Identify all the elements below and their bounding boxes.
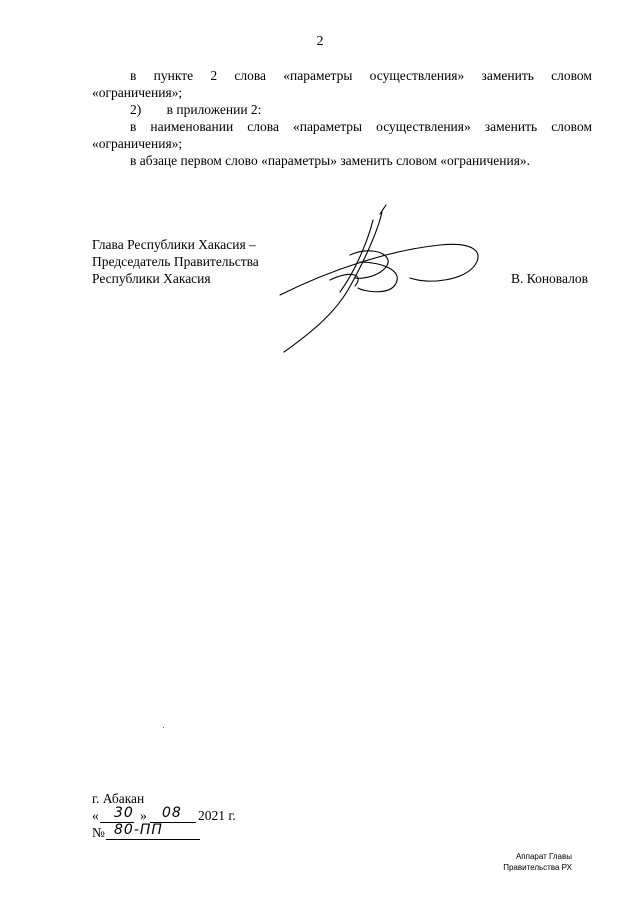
city: г. Абакан bbox=[92, 791, 145, 806]
number-label: № bbox=[92, 825, 105, 840]
paragraph-1-line-1 bbox=[92, 67, 592, 84]
date-open-quote: « bbox=[92, 808, 99, 823]
list-item-text: в приложении 2: bbox=[166, 102, 262, 117]
word: заменить bbox=[481, 68, 534, 83]
position-line-1: Глава Республики Хакасия – bbox=[92, 237, 256, 252]
word: словом bbox=[551, 119, 592, 134]
document-number-line bbox=[92, 824, 212, 842]
word: 2 bbox=[210, 68, 218, 83]
signature-stroke bbox=[340, 220, 373, 292]
word: осуществления» bbox=[369, 68, 465, 83]
signatory-position bbox=[92, 236, 259, 287]
word: слова bbox=[247, 119, 279, 134]
word: пункте bbox=[153, 68, 194, 83]
date-close-quote: » bbox=[140, 808, 147, 823]
signatory-name: В. Коновалов bbox=[511, 271, 588, 286]
stamp-line-2: Правительства РХ bbox=[503, 863, 572, 872]
paragraph-1 bbox=[92, 67, 592, 101]
date-month: 08 bbox=[162, 805, 182, 821]
document-number: 80-ПП bbox=[114, 822, 163, 838]
page-number: 2 bbox=[316, 34, 324, 49]
registration-stamp bbox=[500, 851, 572, 873]
word: слова bbox=[234, 68, 267, 83]
stamp-line-1: Аппарат Главы bbox=[515, 852, 572, 861]
word: «параметры bbox=[283, 68, 353, 83]
word: «параметры bbox=[292, 119, 363, 134]
handwritten-signature bbox=[270, 200, 500, 360]
word: заменить bbox=[484, 119, 538, 134]
word: словом bbox=[551, 68, 592, 83]
date-day: 30 bbox=[114, 805, 134, 821]
position-line-3: Республики Хакасия bbox=[92, 271, 211, 286]
paragraph-3 bbox=[92, 118, 592, 152]
paragraph-3-line-2: «ограничения»; bbox=[92, 136, 183, 151]
word: наименовании bbox=[150, 119, 234, 134]
list-item-number: 2) bbox=[130, 102, 142, 117]
list-item-2 bbox=[130, 101, 261, 118]
word: в bbox=[130, 119, 137, 134]
paragraph-1-line-2: «ограничения»; bbox=[92, 85, 183, 100]
paragraph-3-line-1 bbox=[92, 118, 592, 135]
document-number-underline bbox=[106, 839, 200, 840]
signature-stroke bbox=[358, 262, 397, 292]
paragraph-4: в абзаце первом слово «параметры» заменить словом «ограничения». bbox=[130, 153, 531, 168]
date-year: 2021 г. bbox=[198, 808, 236, 823]
word: в bbox=[130, 68, 137, 83]
signature-stroke bbox=[284, 212, 382, 352]
position-line-2: Председатель Правительства bbox=[92, 254, 259, 269]
word: осуществления» bbox=[376, 119, 471, 134]
signature-stroke bbox=[380, 205, 386, 214]
scan-speck bbox=[163, 727, 164, 728]
